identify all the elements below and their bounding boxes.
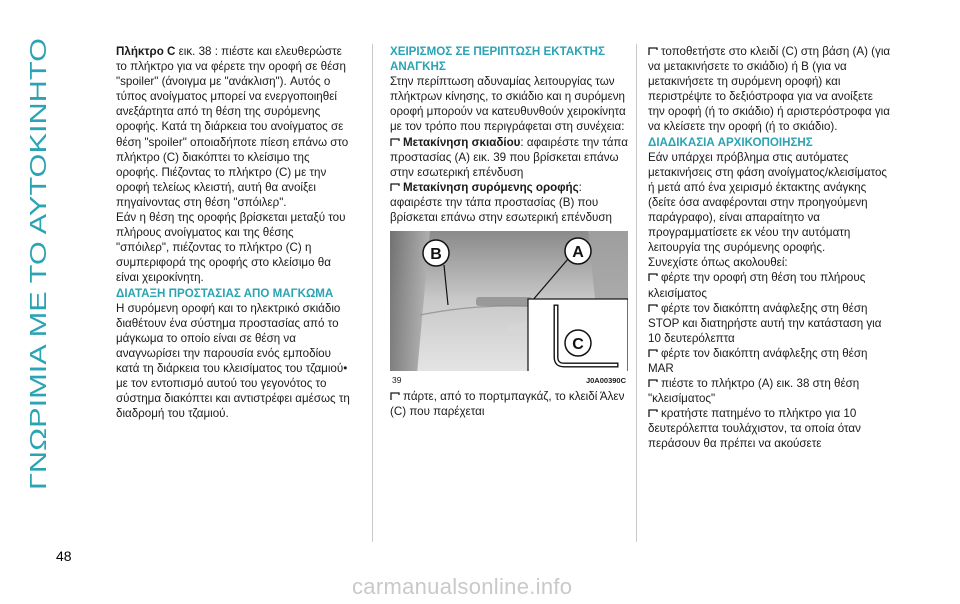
figure-code: J0A00390C bbox=[585, 376, 626, 386]
paragraph bbox=[116, 44, 350, 210]
list-item bbox=[648, 301, 892, 346]
column-divider bbox=[372, 44, 373, 542]
list-item bbox=[648, 44, 892, 135]
list-item bbox=[648, 406, 892, 451]
bullet-icon bbox=[648, 273, 658, 282]
list-item bbox=[648, 346, 892, 376]
list-item-title: Μετακίνηση σκιαδίου bbox=[403, 135, 521, 149]
list-item-text: πάρτε, από το πορτμπαγκάζ, το κλειδί Άλεν (C) που παρέχεται bbox=[390, 390, 625, 419]
paragraph: Στην περίπτωση αδυναμίας λειτουργίας των πλήκτρων κίνησης, το σκιάδιο και η συρόμενη οροφή μπορούν να κατευθυνθούν χειροκίνητα με τον τρόπο που περιγράφεται στη συνέχεια: bbox=[390, 75, 626, 134]
paragraph: Συνεχίστε όπως ακολουθεί: bbox=[648, 256, 788, 270]
callout-a-label: A bbox=[572, 244, 584, 262]
column-left bbox=[116, 44, 350, 421]
list-item-text: τοποθετήστε στο κλειδί (C) στη βάση (A) (για να μετακινήσετε το σκιάδιο) ή B (για να μετακινήσετε τη συρόμενη οροφή) και περιστρέψτε το δεξιόστροφα για να ανοίξετε την οροφή (ή το σκιάδιο) ή αριστερόστροφα για να κλείσετε την οροφή (ή το σκιάδιο). bbox=[648, 45, 891, 134]
bullet-icon bbox=[390, 138, 400, 147]
headliner-illustration bbox=[390, 231, 628, 385]
bullet-icon bbox=[648, 409, 658, 418]
list-item-text: : αφαιρέστε την τάπα προστασίας (A) εικ. 39 που βρίσκεται επάνω στην εσωτερική επένδυση bbox=[390, 135, 628, 179]
list-item-text: : αφαιρέστε την τάπα προστασίας (B) που βρίσκεται επάνω στην εσωτερική επένδυση bbox=[390, 180, 612, 225]
bullet-icon bbox=[648, 304, 658, 313]
column-middle bbox=[390, 44, 628, 419]
bullet-icon bbox=[648, 349, 658, 358]
list-item bbox=[390, 389, 628, 419]
watermark: carmanualsonline.info bbox=[352, 574, 573, 599]
figure-caption-row bbox=[390, 371, 628, 385]
list-item-text: κρατήστε πατημένο το πλήκτρο για 10 δευτερόλεπτα τουλάχιστον, τα οποία όταν περάσουν θα πρέπει να ακούσετε bbox=[648, 407, 861, 451]
key-c-label: Πλήκτρο C bbox=[116, 45, 176, 58]
column-divider bbox=[636, 44, 637, 542]
paragraph-text: εικ. 38 : πιέστε και ελευθερώστε το πλήκτρο για να φέρετε την οροφή σε θέση "spoiler" (άνοιγμα με "ανάκλιση"). Αυτός ο τύπος ανοίγματος μπορεί να ενεργοποιηθεί ανεξάρτητα από τη θέση της συρόμενης οροφής. Κατά τη διάρκεια του ανοίγματος σε θέση "spoiler" οποιαδήποτε πίεση επάνω στο πλήκτρο (C) διακόπτει το κλείσιμο της οροφής. Πιέζοντας το πλήκτρο (C) με την οροφή τελείως κλειστή, αυτή θα ανοίξει πηγαίνοντας στη θέση "σπόιλερ". bbox=[116, 45, 349, 209]
paragraph: Εάν η θέση της οροφής βρίσκεται μεταξύ του πλήρους ανοίγματος και της θέσης "σπόιλερ", πιέζοντας το πλήκτρο (C) η συμπεριφορά της οροφής στο κλείσιμο θα είναι χειροκίνητη. bbox=[116, 211, 346, 285]
list-item bbox=[648, 376, 892, 406]
callout-b-label: B bbox=[430, 246, 442, 264]
bullet-icon bbox=[648, 47, 658, 56]
list-item-text: φέρτε την οροφή στη θέση του πλήρους κλεισίματος bbox=[648, 271, 866, 300]
figure-number: 39 bbox=[392, 375, 402, 386]
figure-39 bbox=[390, 231, 628, 385]
side-title-text: ΓΝΩΡΙΜΙΑ ΜΕ ΤΟ ΑΥΤΟΚΙΝΗΤΟ bbox=[25, 151, 51, 490]
section-heading-emergency: ΧΕΙΡΙΣΜΟΣ ΣΕ ΠΕΡΙΠΤΩΣΗ ΕΚΤΑΚΤΗΣ ΑΝΑΓΚΗΣ bbox=[390, 45, 605, 74]
section-heading-anti-pinch: ΔΙΑΤΑΞΗ ΠΡΟΣΤΑΣΙΑΣ ΑΠΟ ΜΑΓΚΩΜΑ bbox=[116, 286, 334, 300]
paragraph: Εάν υπάρχει πρόβλημα στις αυτόματες μετακινήσεις στη φάση ανοίγματος/κλεισίματος ή μετά από ένα χειρισμό έκτακτης ανάγκης (δείτε όσα αναφέρονται στην προηγούμενη παράγραφο), είναι απαραίτητο να προγραμματίσετε εκ νέου την αυτόματη λειτουργία της συρόμενης οροφής. bbox=[648, 150, 888, 255]
list-item bbox=[648, 270, 892, 300]
bullet-icon bbox=[648, 379, 658, 388]
bullet-icon bbox=[390, 183, 400, 192]
list-item bbox=[390, 180, 628, 225]
list-item-text: φέρτε τον διακόπτη ανάφλεξης στη θέση MAR bbox=[648, 346, 868, 375]
section-heading-initialization: ΔΙΑΔΙΚΑΣΙΑ ΑΡΧΙΚΟΠΟΙΗΣΗΣ bbox=[648, 135, 813, 149]
column-right bbox=[648, 44, 892, 452]
list-item-text: πιέστε το πλήκτρο (A) εικ. 38 στη θέση "κλεισίματος" bbox=[648, 377, 860, 406]
list-item-text: φέρτε τον διακόπτη ανάφλεξης στη θέση STOP και διατηρήστε αυτή την κατάσταση για 10 δευτερόλεπτα bbox=[648, 301, 882, 345]
list-item bbox=[390, 135, 628, 180]
bullet-icon bbox=[390, 392, 400, 401]
page-number: 48 bbox=[56, 548, 72, 564]
side-title bbox=[22, 20, 52, 500]
paragraph: Η συρόμενη οροφή και το ηλεκτρικό σκιάδιο διαθέτουν ένα σύστημα προστασίας από το μάγκωμα το οποίο είναι σε θέση να αναγνωρίσει την παρουσία ενός εμποδίου κατά τη διάρκεια του κλεισίματος του τζαμιού• με τον εντοπισμό αυτού του γεγονότος το σύστημα διακόπτει και αντιστρέφει αμέσως τη διαδρομή του τζαμιού. bbox=[116, 301, 350, 421]
list-item-title: Μετακίνηση συρόμενης οροφής bbox=[403, 180, 579, 194]
callout-c-label: C bbox=[572, 336, 584, 354]
